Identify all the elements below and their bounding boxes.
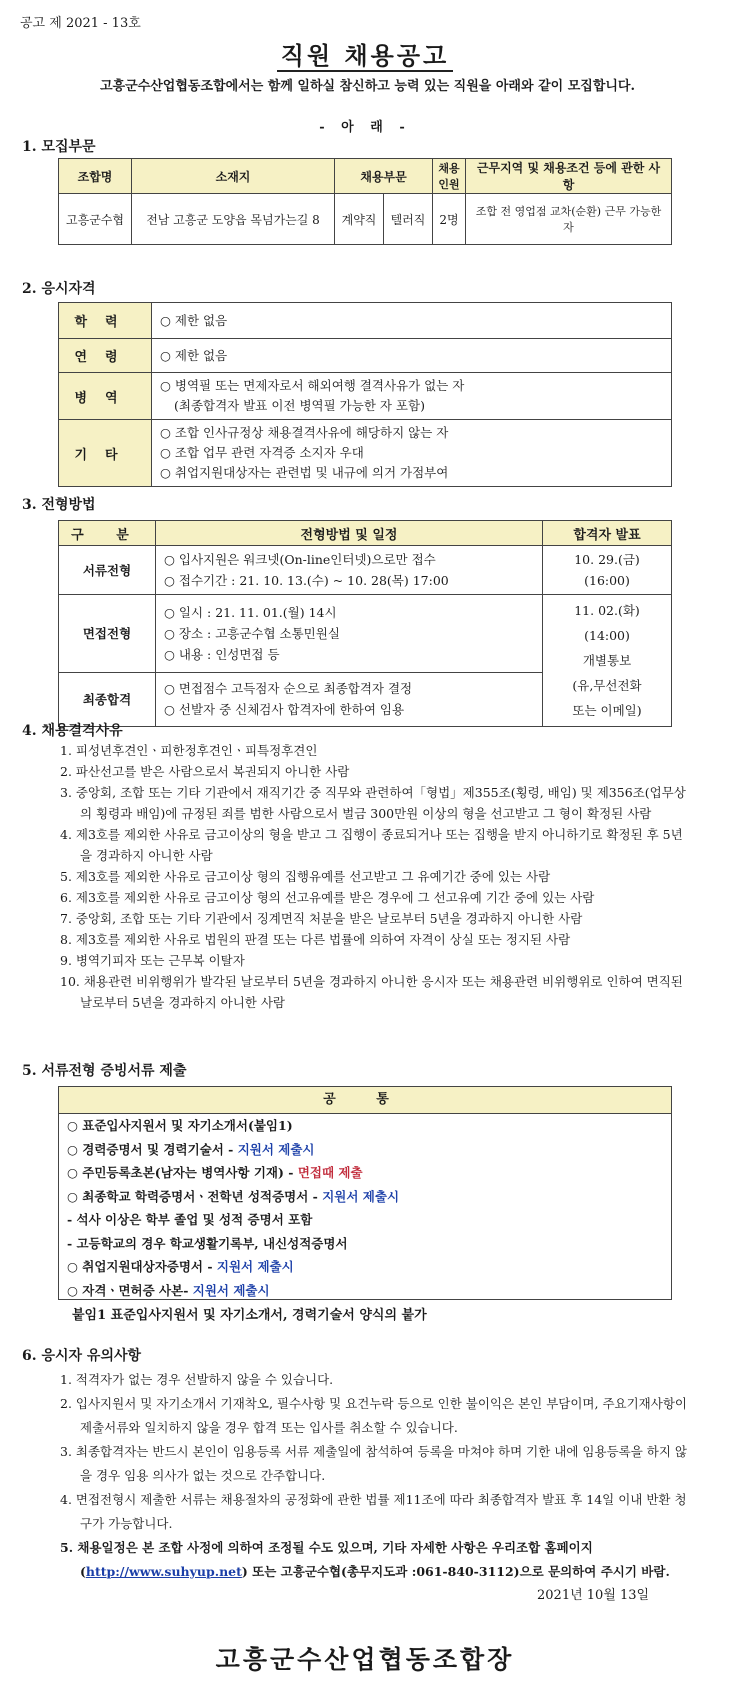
- submit-note: 지원서 제출시: [192, 1282, 270, 1298]
- title-text: 직원 채용공고: [277, 41, 453, 72]
- section3-heading: 3. 전형방법: [22, 497, 96, 513]
- documents-box: [58, 1086, 672, 1300]
- stage-label: 면접전형: [59, 595, 156, 673]
- stage-line: ○ 입사지원은 워크넷(On-line인터넷)으로만 접수: [164, 552, 436, 567]
- qual-label: 병역: [59, 373, 152, 420]
- stage-label: 서류전형: [59, 546, 156, 595]
- section1-heading: 1. 모집부문: [22, 139, 96, 155]
- cell-location: 전남 고흥군 도양읍 목넘가는길 8: [132, 194, 335, 245]
- cell-union: 고흥군수협: [59, 194, 132, 245]
- th-category: 구 분: [59, 521, 156, 546]
- th-method: 전형방법 및 일정: [156, 521, 543, 546]
- list-item: 3. 중앙회, 조합 또는 기타 기관에서 재직기간 중 직무와 관련하여「형법」제355조(횡령, 배임) 및 제356조(업무상의 횡령과 배임)에 규정된 죄를 범한 사람으로서 벌금 300만원 이상의 형을 선고받고 그 형이 확정된 사람: [60, 785, 686, 821]
- qual-line: ○ 취업지원대상자는 관련법 및 내규에 의거 가점부여: [160, 465, 449, 480]
- th-result: 합격자 발표: [543, 521, 672, 546]
- cell-type: 계약직: [335, 194, 384, 245]
- qual-label: 연령: [59, 339, 152, 373]
- stage-line: ○ 접수기간 : 21. 10. 13.(수) ~ 10. 28(목) 17:00: [164, 573, 449, 588]
- qualification-table: [58, 302, 672, 487]
- submit-note: 지원서 제출시: [322, 1188, 400, 1204]
- th-headcount: 채용인원: [433, 159, 466, 194]
- qual-label: 학력: [59, 303, 152, 339]
- list-item: 4. 제3호를 제외한 사유로 금고이상의 형을 받고 그 집행이 종료되거나 또는 집행을 받지 아니하기로 확정된 후 5년을 경과하지 아니한 사람: [60, 827, 683, 863]
- attachment-note: 붙임1 표준입사지원서 및 자기소개서, 경력기술서 양식의 붙가: [72, 1308, 427, 1323]
- list-item: 9. 병역기피자 또는 근무복 이탈자: [60, 953, 245, 968]
- page-title: [0, 36, 730, 71]
- documents-header: 공 통: [59, 1087, 671, 1114]
- stage-line: ○ 면접점수 고득점자 순으로 최종합격자 결정: [164, 681, 413, 697]
- result-line: 11. 02.(화): [574, 603, 640, 618]
- disqualification-list: [60, 740, 690, 1013]
- document-item: ○ 자격ㆍ면허증 사본- 지원서 제출시: [67, 1282, 270, 1298]
- result-line: 또는 이메일): [572, 703, 642, 718]
- list-item: 8. 제3호를 제외한 사유로 법원의 판결 또는 다른 법률에 의하여 자격이 상실 또는 정지된 사람: [60, 932, 571, 947]
- qual-line: ○ 제한 없음: [152, 303, 672, 339]
- stage-line: ○ 장소 : 고흥군수협 소통민원실: [164, 625, 340, 641]
- cell-job: 텔러직: [384, 194, 433, 245]
- applicant-notes: [60, 1368, 690, 1584]
- document-item: ○ 최종학교 학력증명서ㆍ전학년 성적증명서 - 지원서 제출시: [67, 1188, 400, 1204]
- homepage-link[interactable]: http://www.suhyup.net: [85, 1564, 242, 1579]
- document-item: ○ 주민등록초본(남자는 병역사항 기재) - 면접때 제출: [67, 1165, 363, 1180]
- submit-note: 지원서 제출시: [237, 1141, 315, 1157]
- result-line: (16:00): [584, 573, 630, 588]
- qual-label: 기타: [59, 420, 152, 487]
- list-item: 1. 적격자가 없는 경우 선발하지 않을 수 있습니다.: [60, 1372, 334, 1387]
- selection-table: [58, 520, 672, 727]
- cell-conditions: 조합 전 영업점 교차(순환) 근무 가능한자: [466, 194, 672, 245]
- section4-heading: 4. 채용결격사유: [22, 723, 123, 739]
- list-item: 7. 중앙회, 조합 또는 기타 기관에서 징계면직 처분을 받은 날로부터 5년을 경과하지 아니한 사람: [60, 911, 583, 926]
- qual-line: ○ 병역필 또는 면제자로서 해외여행 결격사유가 없는 자: [160, 378, 465, 393]
- result-line: 10. 29.(금): [574, 552, 640, 567]
- stage-line: ○ 내용 : 인성면접 등: [164, 646, 280, 662]
- list-item: 2. 파산선고를 받은 사람으로서 복권되지 아니한 사람: [60, 764, 350, 779]
- signature: 고흥군수산업협동조합장: [215, 1645, 515, 1674]
- qual-line: ○ 조합 인사규정상 채용결격사유에 해당하지 않는 자: [160, 425, 449, 440]
- th-field: 채용부문: [335, 159, 433, 194]
- below-divider: - 아 래 -: [319, 120, 411, 135]
- list-item: 4. 면접전형시 제출한 서류는 채용절차의 공정화에 관한 법률 제11조에 따라 최종합격자 발표 후 14일 이내 반환 청구가 가능합니다.: [60, 1492, 687, 1531]
- submit-note: 면접때 제출: [297, 1165, 363, 1180]
- document-item: ○ 표준입사지원서 및 자기소개서(붙임1): [67, 1118, 293, 1133]
- th-location: 소재지: [132, 159, 335, 194]
- result-line: (유,무선전화: [572, 678, 642, 693]
- recruitment-table: [58, 158, 672, 245]
- cell-headcount: 2명: [433, 194, 466, 245]
- submit-note: 지원서 제출시: [216, 1259, 294, 1274]
- qual-line: ○ 제한 없음: [152, 339, 672, 373]
- issue-date: 2021년 10월 13일: [537, 1588, 650, 1603]
- document-item: - 고등학교의 경우 학교생활기록부, 내신성적증명서: [67, 1235, 348, 1251]
- list-item: 1. 피성년후견인ㆍ피한정후견인ㆍ피특정후견인: [60, 743, 318, 758]
- list-item: 5. 채용일정은 본 조합 사정에 의하여 조정될 수도 있으며, 기타 자세한 사항은 우리조합 홈페이지 (http://www.suhyup.net) 또는 고흥군수협(총무지도과 :061-840-3112)으로 문의하여 주시기 바람.: [60, 1540, 670, 1579]
- qual-line: (최종합격자 발표 이전 병역필 가능한 자 포함): [174, 398, 425, 413]
- list-item: 2. 입사지원서 및 자기소개서 기재착오, 필수사항 및 요건누락 등으로 인한 불이익은 본인 부담이며, 주요기재사항이 제출서류와 일치하지 않을 경우 합격 또는 입사를 취소할 수 있습니다.: [60, 1396, 687, 1435]
- result-line: (14:00): [584, 628, 630, 643]
- section6-heading: 6. 응시자 유의사항: [22, 1348, 142, 1364]
- notice-number: 공고 제 2021 - 13호: [20, 16, 141, 31]
- stage-line: ○ 일시 : 21. 11. 01.(월) 14시: [164, 604, 337, 620]
- qual-line: ○ 조합 업무 관련 자격증 소지자 우대: [160, 445, 364, 460]
- list-item: 3. 최종합격자는 반드시 본인이 임용등록 서류 제출일에 참석하여 등록을 마쳐야 하며 기한 내에 임용등록을 하지 않을 경우 임용 의사가 없는 것으로 간주합니다.: [60, 1444, 687, 1483]
- list-item: 6. 제3호를 제외한 사유로 금고이상 형의 선고유예를 받은 경우에 그 선고유예 기간 중에 있는 사람: [60, 890, 595, 905]
- document-item: - 석사 이상은 학부 졸업 및 성적 증명서 포함: [67, 1212, 313, 1227]
- th-union: 조합명: [59, 159, 132, 194]
- stage-line: ○ 선발자 중 신체검사 합격자에 한하여 임용: [164, 702, 405, 718]
- intro-text: 고흥군수산업협동조합에서는 함께 일하실 참신하고 능력 있는 직원을 아래와 같이 모집합니다.: [100, 79, 636, 94]
- document-item: ○ 취업지원대상자증명서 - 지원서 제출시: [67, 1259, 294, 1274]
- document-item: ○ 경력증명서 및 경력기술서 - 지원서 제출시: [67, 1141, 315, 1157]
- stage-label: 최종합격: [59, 672, 156, 726]
- section2-heading: 2. 응시자격: [22, 281, 96, 297]
- list-item: 10. 채용관련 비위행위가 발각된 날로부터 5년을 경과하지 아니한 응시자 또는 채용관련 비위행위로 인하여 면직된 날로부터 5년을 경과하지 아니한 사람: [60, 974, 683, 1010]
- result-line: 개별통보: [582, 653, 632, 668]
- list-item: 5. 제3호를 제외한 사유로 금고이상 형의 집행유예를 선고받고 그 유예기간 중에 있는 사람: [60, 869, 551, 884]
- th-conditions: 근무지역 및 채용조건 등에 관한 사항: [466, 159, 672, 194]
- section5-heading: 5. 서류전형 증빙서류 제출: [22, 1063, 187, 1079]
